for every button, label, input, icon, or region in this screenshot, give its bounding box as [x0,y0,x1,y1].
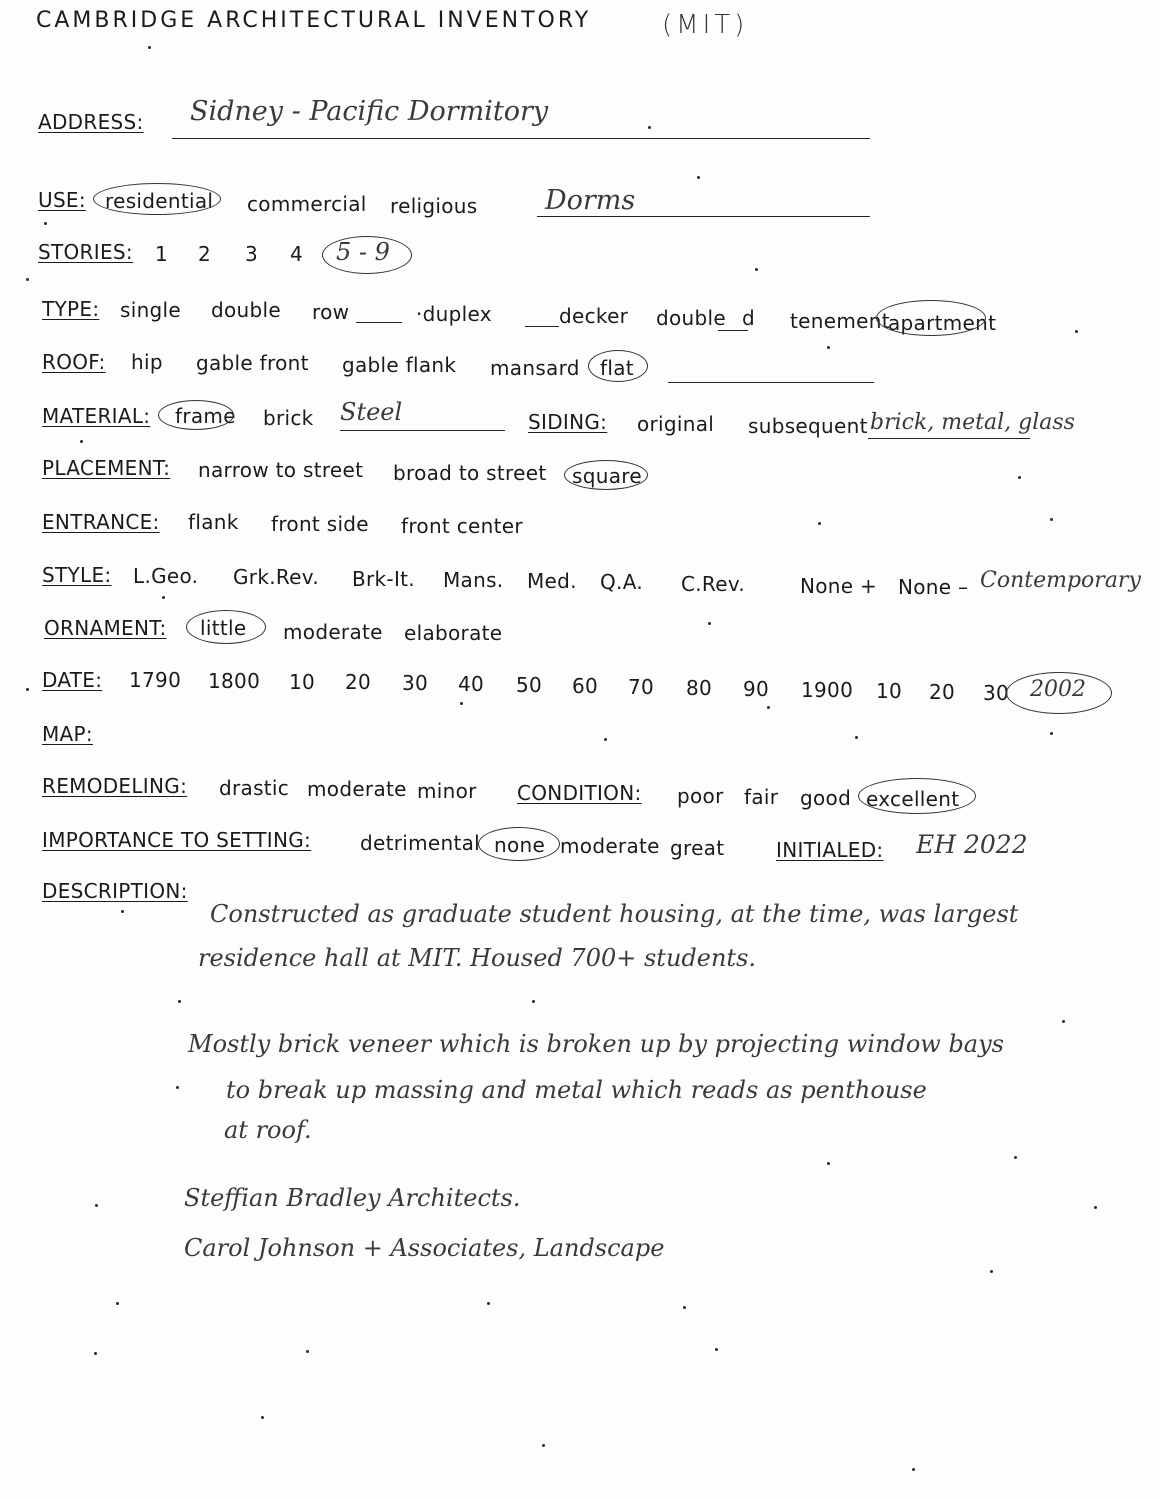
style-option-med: Med. [527,569,577,593]
scan-speck [1094,1206,1097,1209]
circle-mark [478,827,560,861]
circle-mark [158,400,234,430]
scan-speck [1062,1020,1065,1023]
material-other-line [340,430,505,431]
description-line: Carol Johnson + Associates, Landscape [184,1234,665,1262]
scan-speck [767,706,770,709]
date-option: 90 [743,677,770,701]
scan-speck [542,1444,545,1447]
style-option-none-plus: None + [800,574,878,598]
stories-label: STORIES: [38,240,133,264]
roof-label: ROOF: [42,350,106,374]
roof-option-gable-flank: gable flank [342,353,457,377]
condition-option-poor: poor [677,784,724,808]
scan-speck [1018,476,1021,479]
stories-option-5-9: 5 - 9 [336,238,390,266]
style-option-qa: Q.A. [600,570,643,594]
roof-option-hip: hip [131,350,163,374]
stories-option-4: 4 [290,242,304,266]
siding-line [868,438,1030,439]
scan-speck [708,622,711,625]
style-option-grkrev: Grk.Rev. [233,565,320,589]
entrance-option-front-side: front side [271,512,369,536]
scan-speck [460,702,463,705]
date-option: 1790 [129,668,182,692]
date-option: 40 [458,672,485,696]
circle-mark [186,610,266,644]
address-value: Sidney - Pacific Dormitory [190,96,549,127]
scan-speck [827,1162,830,1165]
initialed-value: EH 2022 [916,830,1028,859]
scan-speck [178,1000,181,1003]
initialed-label: INITIALED: [776,838,884,862]
double-d-blank-line [718,330,748,331]
importance-label: IMPORTANCE TO SETTING: [42,828,312,852]
scan-speck [80,440,83,443]
condition-label: CONDITION: [517,781,642,805]
siding-value: brick, metal, glass [870,410,1075,435]
roof-option-mansard: mansard [490,356,580,380]
type-option-decker: decker [559,304,629,328]
roof-other-line [668,382,874,383]
scan-speck [1050,518,1053,521]
scan-speck [95,1204,98,1207]
importance-option-moderate: moderate [560,834,660,858]
scan-speck [1014,1156,1017,1159]
style-option-lgeo: L.Geo. [133,564,199,588]
date-option: 10 [876,679,903,703]
material-other-value: Steel [340,398,403,426]
type-option-double-d: double [656,306,726,330]
scan-speck [162,596,165,599]
scan-speck [487,1302,490,1305]
style-option-brkit: Brk-It. [352,567,415,591]
entrance-option-front-center: front center [401,514,523,538]
circle-mark [876,300,986,336]
row-blank-line [356,322,402,323]
material-option-brick: brick [263,406,314,430]
date-option: 20 [345,670,372,694]
condition-option-fair: fair [744,785,779,809]
roof-option-gable-front: gable front [196,351,309,375]
entrance-label: ENTRANCE: [42,510,160,534]
siding-option-subsequent: subsequent [748,414,868,438]
use-option-commercial: commercial [247,192,367,216]
date-option: 10 [289,670,316,694]
type-option-double: double [211,298,281,322]
type-label: TYPE: [42,297,100,321]
scan-speck [306,1350,309,1353]
address-label: ADDRESS: [38,110,144,134]
circle-mark [588,350,648,382]
scan-speck [855,736,858,739]
type-option-single: single [120,298,182,322]
siding-label: SIDING: [528,410,608,434]
scan-speck [1050,732,1053,735]
date-option: 70 [628,675,655,699]
description-line: to break up massing and metal which reads as penthouse [226,1076,927,1104]
scan-speck [683,1306,686,1309]
description-line: Mostly brick veneer which is broken up by projecting window bays [188,1030,1004,1058]
ornament-label: ORNAMENT: [44,616,167,640]
remodeling-option-minor: minor [417,779,477,803]
description-label: DESCRIPTION: [42,879,188,903]
remodeling-option-drastic: drastic [219,776,290,800]
material-label: MATERIAL: [42,404,151,428]
remodeling-label: REMODELING: [42,774,188,798]
scan-speck [121,910,124,913]
date-option: 20 [929,680,956,704]
map-label: MAP: [42,722,93,746]
date-option: 50 [516,673,543,697]
ornament-option-moderate: moderate [283,620,383,644]
circle-mark [1006,672,1112,714]
date-option: 30 [402,671,429,695]
importance-option-none: none [494,833,546,857]
use-other-value: Dorms [545,185,636,216]
siding-option-original: original [637,412,715,436]
placement-option-narrow: narrow to street [198,458,364,482]
form-title: CAMBRIDGE ARCHITECTURAL INVENTORY [36,8,592,33]
remodeling-option-moderate: moderate [307,777,407,801]
circle-mark [93,183,221,215]
date-option: 60 [572,674,599,698]
style-label: STYLE: [42,563,112,587]
scan-speck [755,268,758,271]
scan-speck [116,1302,119,1305]
date-option: 30 [983,681,1010,705]
condition-option-good: good [800,786,852,810]
scan-speck [827,346,830,349]
style-option-crev: C.Rev. [681,572,746,596]
style-other-value: Contemporary [980,568,1141,593]
material-option-frame: frame [175,404,236,428]
stories-option-3: 3 [245,242,259,266]
type-option-tenement: tenement [790,309,890,333]
scan-speck [604,738,607,741]
style-option-none-minus: None – [898,575,969,599]
date-value: 2002 [1030,677,1086,702]
stories-option-2: 2 [198,242,212,266]
scan-speck [1075,330,1078,333]
address-line [172,138,870,139]
decker-blank-line [525,326,559,327]
use-option-religious: religious [390,194,478,218]
header-annotation: (MIT) [662,10,749,40]
use-other-line [537,216,870,217]
scan-speck [26,688,29,691]
condition-option-excellent: excellent [866,787,960,811]
date-option: 80 [686,676,713,700]
scan-speck [176,1086,179,1089]
date-label: DATE: [42,668,103,692]
stories-option-1: 1 [155,242,169,266]
ornament-option-elaborate: elaborate [404,621,503,645]
type-option-d: d [742,306,755,330]
roof-option-flat: flat [600,356,634,380]
scan-speck [532,1000,535,1003]
placement-option-broad: broad to street [393,461,547,485]
description-line: Steffian Bradley Architects. [184,1184,521,1212]
type-option-duplex: ·duplex [416,302,492,326]
placement-label: PLACEMENT: [42,456,171,480]
circle-mark [564,460,648,490]
scan-speck [697,176,700,179]
description-line: residence hall at MIT. Housed 700+ students. [198,944,757,972]
entrance-option-flank: flank [188,510,239,534]
date-option: 1900 [801,678,854,702]
ornament-option-little: little [200,616,247,640]
use-option-residential: residential [105,189,214,213]
scan-speck [715,1348,718,1351]
scan-speck [818,522,821,525]
description-line: Constructed as graduate student housing, at the time, was largest [210,900,1019,928]
placement-option-square: square [572,464,642,488]
scan-speck [990,1270,993,1273]
circle-mark [858,778,976,814]
style-option-mans: Mans. [443,568,504,592]
scan-speck [26,278,29,281]
circle-mark [322,236,412,274]
scan-speck [148,46,151,49]
scan-speck [648,126,651,129]
date-option: 1800 [208,669,261,693]
scan-speck [912,1468,915,1471]
importance-option-detrimental: detrimental [360,831,481,855]
type-option-row: row [312,300,350,324]
scan-speck [44,222,47,225]
scan-speck [94,1352,97,1355]
use-label: USE: [38,188,86,212]
scan-speck [261,1416,264,1419]
importance-option-great: great [670,836,725,860]
description-line: at roof. [224,1116,312,1144]
type-option-apartment: apartment [888,311,997,335]
